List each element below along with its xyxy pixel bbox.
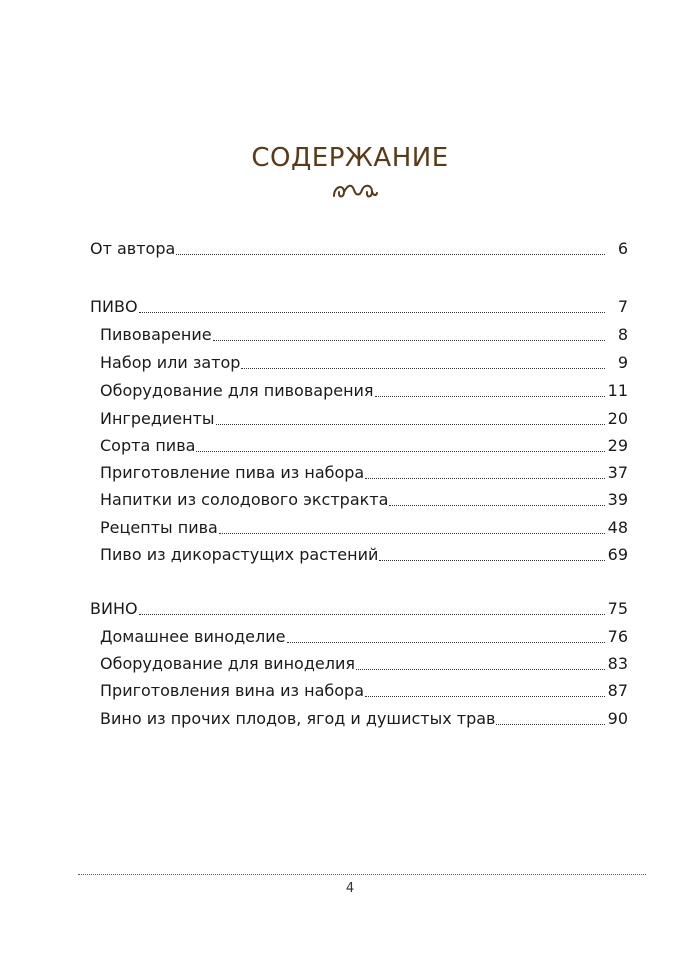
- dot-leader: [241, 367, 605, 369]
- toc-section-wine[interactable]: [90, 598, 628, 620]
- footer-divider: [78, 874, 646, 875]
- dot-leader: [287, 641, 605, 643]
- toc-entry[interactable]: [100, 380, 628, 402]
- toc-entry-label: Пиво из дикорастущих растений: [100, 545, 379, 564]
- toc-page-number: 90: [607, 709, 628, 728]
- toc-page-number: 11: [607, 381, 628, 400]
- toc-entry[interactable]: [100, 626, 628, 648]
- toc-entry-label: От автора: [90, 239, 176, 258]
- dot-leader: [139, 613, 605, 615]
- toc-entry-label: Оборудование для пивоварения: [100, 381, 374, 400]
- toc-entry[interactable]: [100, 708, 628, 730]
- toc-page-number: 29: [607, 436, 628, 455]
- toc-entry-label: Пивоварение: [100, 325, 212, 344]
- toc-entry-label: Приготовление пива из набора: [100, 463, 365, 482]
- toc-page-number: 48: [607, 518, 628, 537]
- toc-entry-intro[interactable]: [90, 238, 628, 260]
- toc-section-label: ВИНО: [90, 599, 138, 618]
- toc-entry[interactable]: [100, 352, 628, 374]
- toc-entry[interactable]: [100, 680, 628, 702]
- toc-section-beer[interactable]: [90, 296, 628, 318]
- dot-leader: [213, 339, 605, 341]
- page-title: СОДЕРЖАНИЕ: [251, 143, 449, 173]
- toc-entry-label: Сорта пива: [100, 436, 196, 455]
- page-number: 4: [345, 881, 355, 896]
- toc-entry[interactable]: [100, 489, 628, 511]
- toc-page-number: 20: [607, 409, 628, 428]
- toc-entry[interactable]: [100, 544, 628, 566]
- toc-entry[interactable]: [100, 462, 628, 484]
- dot-leader: [216, 423, 605, 425]
- dot-leader: [176, 253, 605, 255]
- toc-entry-label: Приготовления вина из набора: [100, 681, 365, 700]
- toc-entry-label: Вино из прочих плодов, ягод и душистых трав: [100, 709, 496, 728]
- dot-leader: [365, 477, 604, 479]
- dot-leader: [365, 695, 605, 697]
- toc-entry[interactable]: [100, 653, 628, 675]
- toc-page-number: 39: [607, 490, 628, 509]
- toc-page-number: 37: [607, 463, 628, 482]
- toc-entry-label: Оборудование для виноделия: [100, 654, 355, 673]
- toc-page-number: 8: [617, 325, 628, 344]
- toc-page-number: 69: [607, 545, 628, 564]
- toc-entry[interactable]: [100, 324, 628, 346]
- dot-leader: [375, 395, 605, 397]
- toc-page-number: 83: [607, 654, 628, 673]
- toc-entry[interactable]: [100, 517, 628, 539]
- toc-entry[interactable]: [100, 435, 628, 457]
- dot-leader: [496, 723, 604, 725]
- toc-page-number: 9: [617, 353, 628, 372]
- dot-leader: [389, 504, 604, 506]
- dot-leader: [219, 532, 605, 534]
- toc-page-number: 6: [617, 239, 628, 258]
- dot-leader: [379, 559, 604, 561]
- toc-page-number: 87: [607, 681, 628, 700]
- dot-leader: [139, 311, 605, 313]
- toc-entry-label: Домашнее виноделие: [100, 627, 286, 646]
- toc-page-number: 7: [617, 297, 628, 316]
- toc-entry-label: Ингредиенты: [100, 409, 215, 428]
- toc-page-number: 76: [607, 627, 628, 646]
- toc-section-label: ПИВО: [90, 297, 138, 316]
- toc-entry-label: Рецепты пива: [100, 518, 218, 537]
- toc-entry-label: Напитки из солодового экстракта: [100, 490, 389, 509]
- toc-page-number: 75: [607, 599, 628, 618]
- dot-leader: [356, 668, 605, 670]
- toc-entry-label: Набор или затор: [100, 353, 241, 372]
- dot-leader: [196, 450, 604, 452]
- toc-entry[interactable]: [100, 408, 628, 430]
